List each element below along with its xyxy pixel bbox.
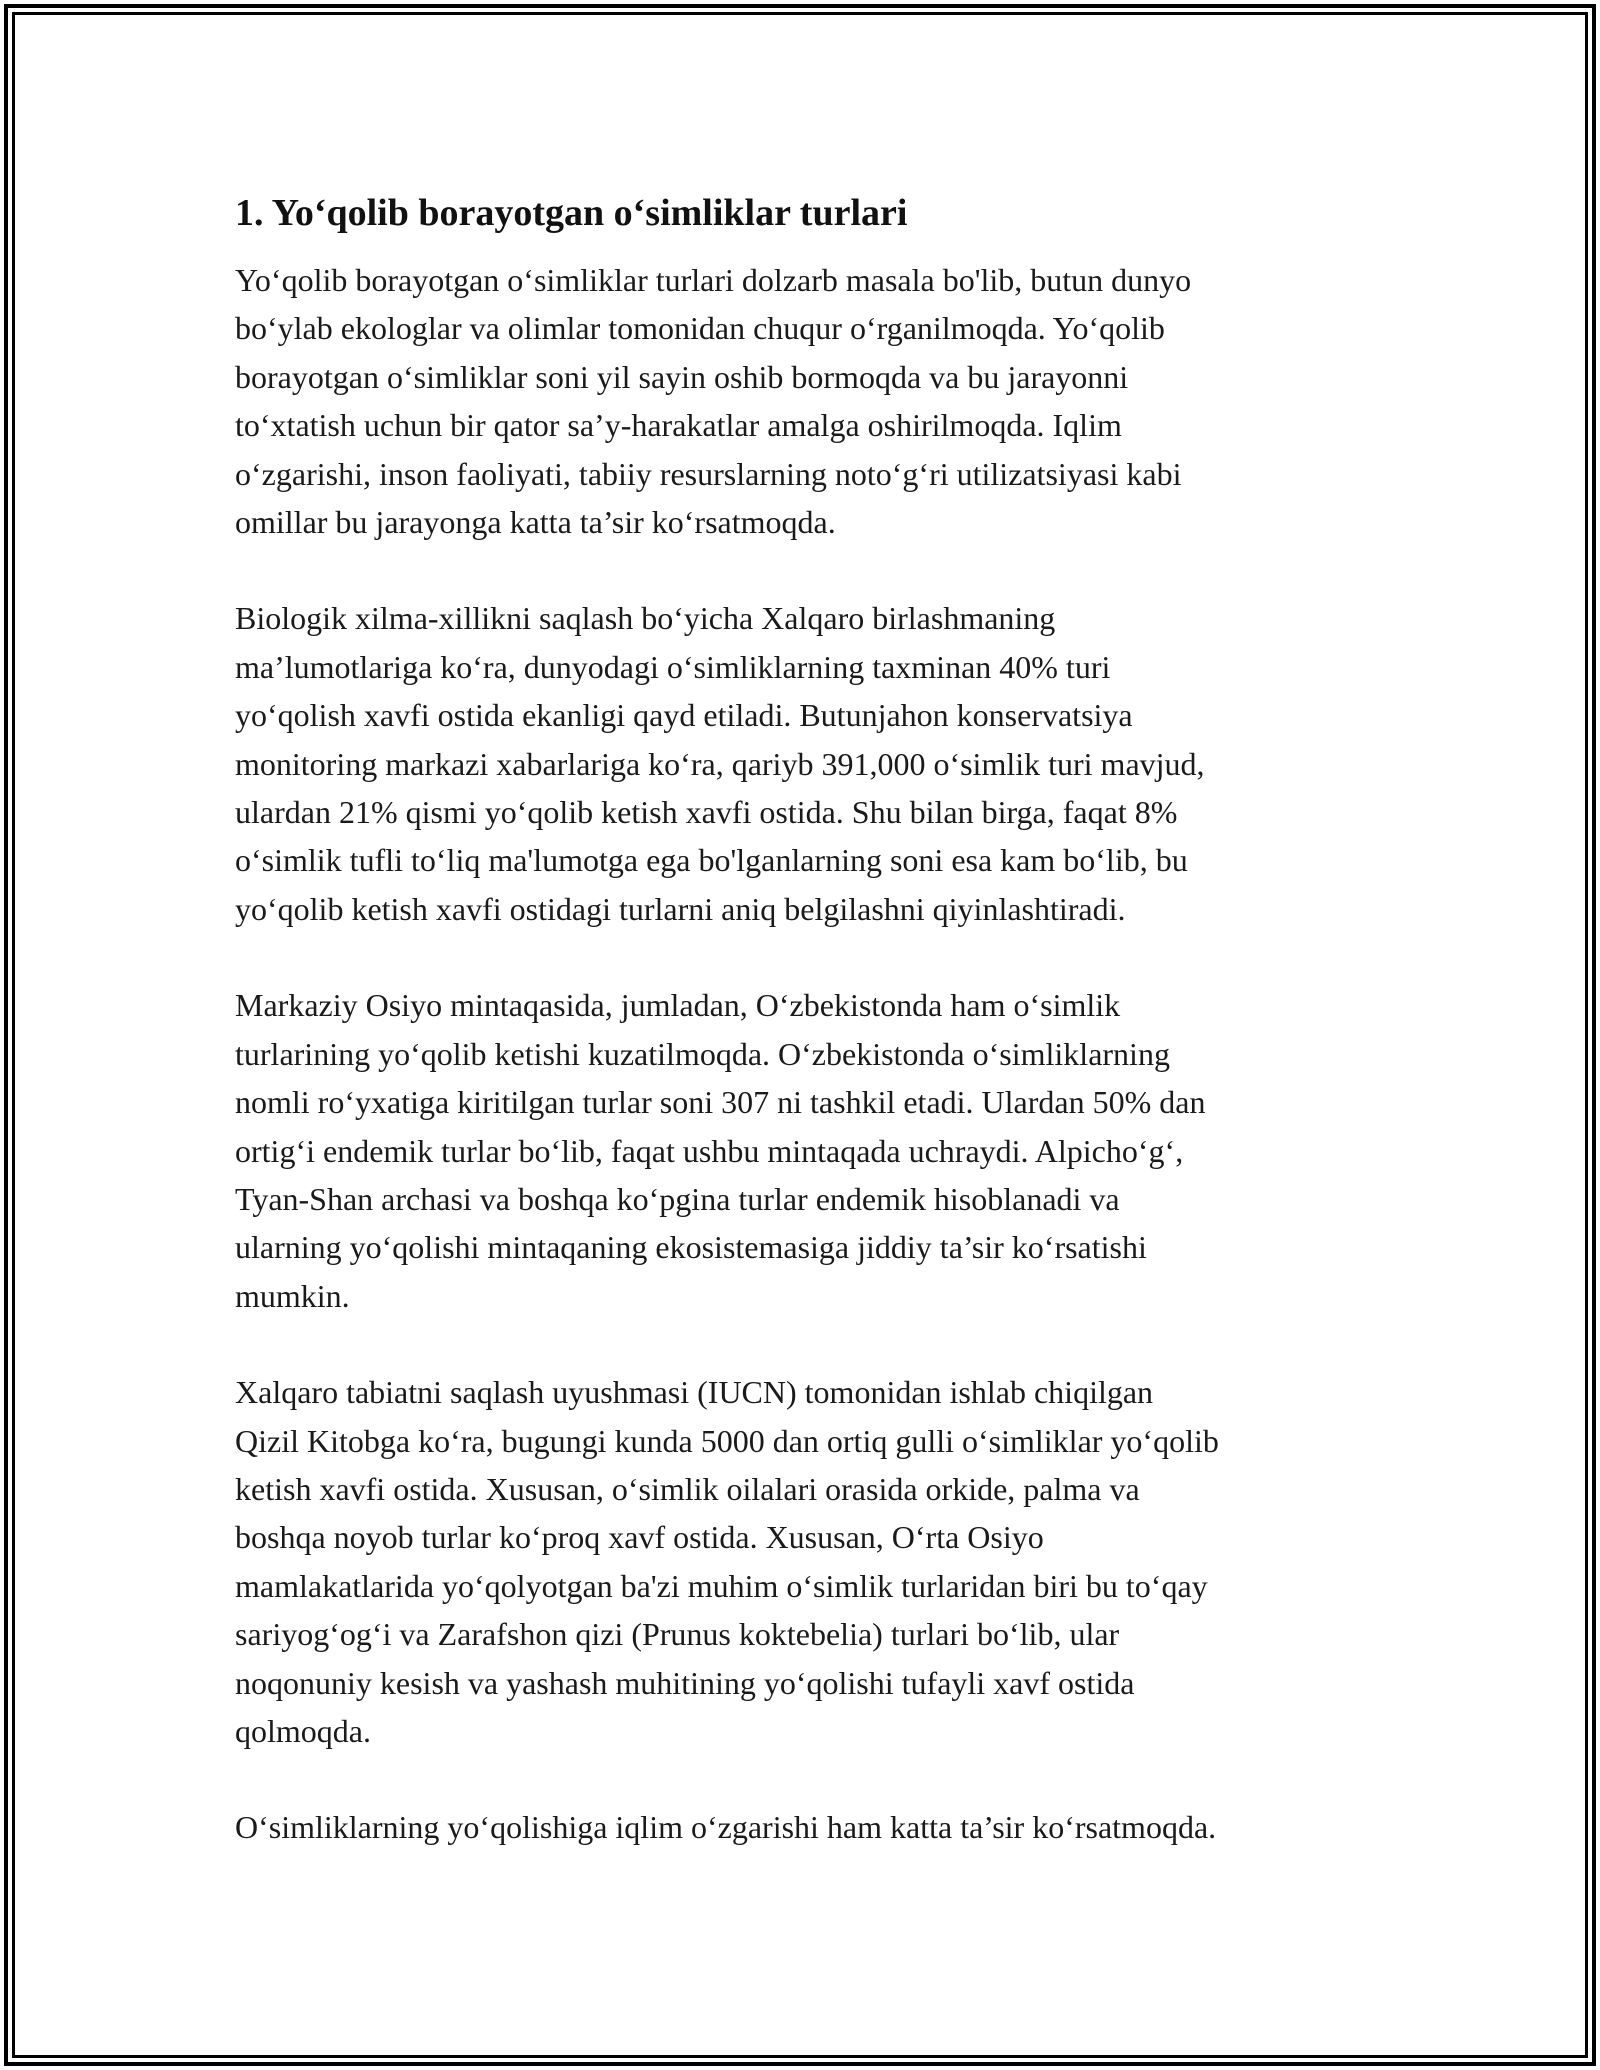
text-line: ularning yo‘qolishi mintaqaning ekosistemasiga jiddiy ta’sir ko‘rsatishi [235,1229,1147,1266]
text-line: nomli ro‘yxatiga kiritilgan turlar soni 307 ni tashkil etadi. Ulardan 50% dan [235,1084,1206,1121]
text-line: monitoring markazi xabarlariga ko‘ra, qariyb 391,000 o‘simlik turi mavjud, [235,745,1205,782]
paragraph-4 [235,1368,1375,1755]
text-line: Qizil Kitobga ko‘ra, bugungi kunda 5000 dan ortiq gulli o‘simliklar yo‘qolib [235,1422,1219,1459]
document-page [235,190,1375,1900]
text-line: Markaziy Osiyo mintaqasida, jumladan, O‘zbekistonda ham o‘simlik [235,987,1121,1024]
text-line: o‘simlik tufli to‘liq ma'lumotga ega bo'lganlarning soni esa kam bo‘lib, bu [235,842,1188,879]
text-line: boshqa noyob turlar ko‘proq xavf ostida. Xususan, O‘rta Osiyo [235,1519,1044,1556]
text-line: mumkin. [235,1277,350,1314]
text-line: qolmoqda. [235,1712,371,1749]
text-line: yo‘qolib ketish xavfi ostidagi turlarni aniq belgilashni qiyinlashtiradi. [235,890,1126,927]
text-line: ulardan 21% qismi yo‘qolib ketish xavfi ostida. Shu bilan birga, faqat 8% [235,794,1178,831]
text-line: ketish xavfi ostida. Xususan, o‘simlik oilalari orasida orkide, palma va [235,1470,1140,1507]
text-line: bo‘ylab ekologlar va olimlar tomonidan chuqur o‘rganilmoqda. Yo‘qolib [235,310,1165,347]
text-line: yo‘qolish xavfi ostida ekanligi qayd etiladi. Butunjahon konservatsiya [235,697,1133,734]
text-line: Yo‘qolib borayotgan o‘simliklar turlari dolzarb masala bo'lib, butun dunyo [235,262,1192,298]
section-heading: 1. Yo‘qolib borayotgan o‘simliklar turlari [235,192,908,234]
text-line: mamlakatlarida yo‘qolyotgan ba'zi muhim o‘simlik turlaridan biri bu to‘qay [235,1567,1208,1604]
paragraph-1 [235,256,1375,546]
text-line: o‘zgarishi, inson faoliyati, tabiiy resurslarning noto‘g‘ri utilizatsiyasi kabi [235,455,1182,492]
text-line: to‘xtatish uchun bir qator sa’y-harakatlar amalga oshirilmoqda. Iqlim [235,407,1122,444]
text-line: noqonuniy kesish va yashash muhitining yo‘qolishi tufayli xavf ostida [235,1664,1135,1701]
text-line: O‘simliklarning yo‘qolishiga iqlim o‘zgarishi ham katta ta’sir ko‘rsatmoqda. [235,1809,1217,1846]
paragraph-5 [235,1803,1375,1851]
text-line: turlarining yo‘qolib ketishi kuzatilmoqda. O‘zbekistonda o‘simliklarning [235,1035,1170,1072]
text-line: omillar bu jarayonga katta ta’sir ko‘rsatmoqda. [235,504,836,541]
paragraph-2 [235,594,1375,933]
text-line: Biologik xilma-xillikni saqlash bo‘yicha Xalqaro birlashmaning [235,600,1056,637]
text-line: Tyan-Shan archasi va boshqa ko‘pgina turlar endemik hisoblanadi va [235,1180,1120,1217]
paragraph-3 [235,981,1375,1320]
document-body [235,256,1375,1852]
text-line: Xalqaro tabiatni saqlash uyushmasi (IUCN) tomonidan ishlab chiqilgan [235,1374,1154,1411]
text-line: ma’lumotlariga ko‘ra, dunyodagi o‘simliklarning taxminan 40% turi [235,648,1111,685]
text-line: borayotgan o‘simliklar soni yil sayin oshib bormoqda va bu jarayonni [235,358,1129,395]
text-line: sariyog‘og‘i va Zarafshon qizi (Prunus koktebelia) turlari bo‘lib, ular [235,1616,1120,1653]
text-line: ortig‘i endemik turlar bo‘lib, faqat ushbu mintaqada uchraydi. Alpicho‘g‘, [235,1132,1184,1169]
